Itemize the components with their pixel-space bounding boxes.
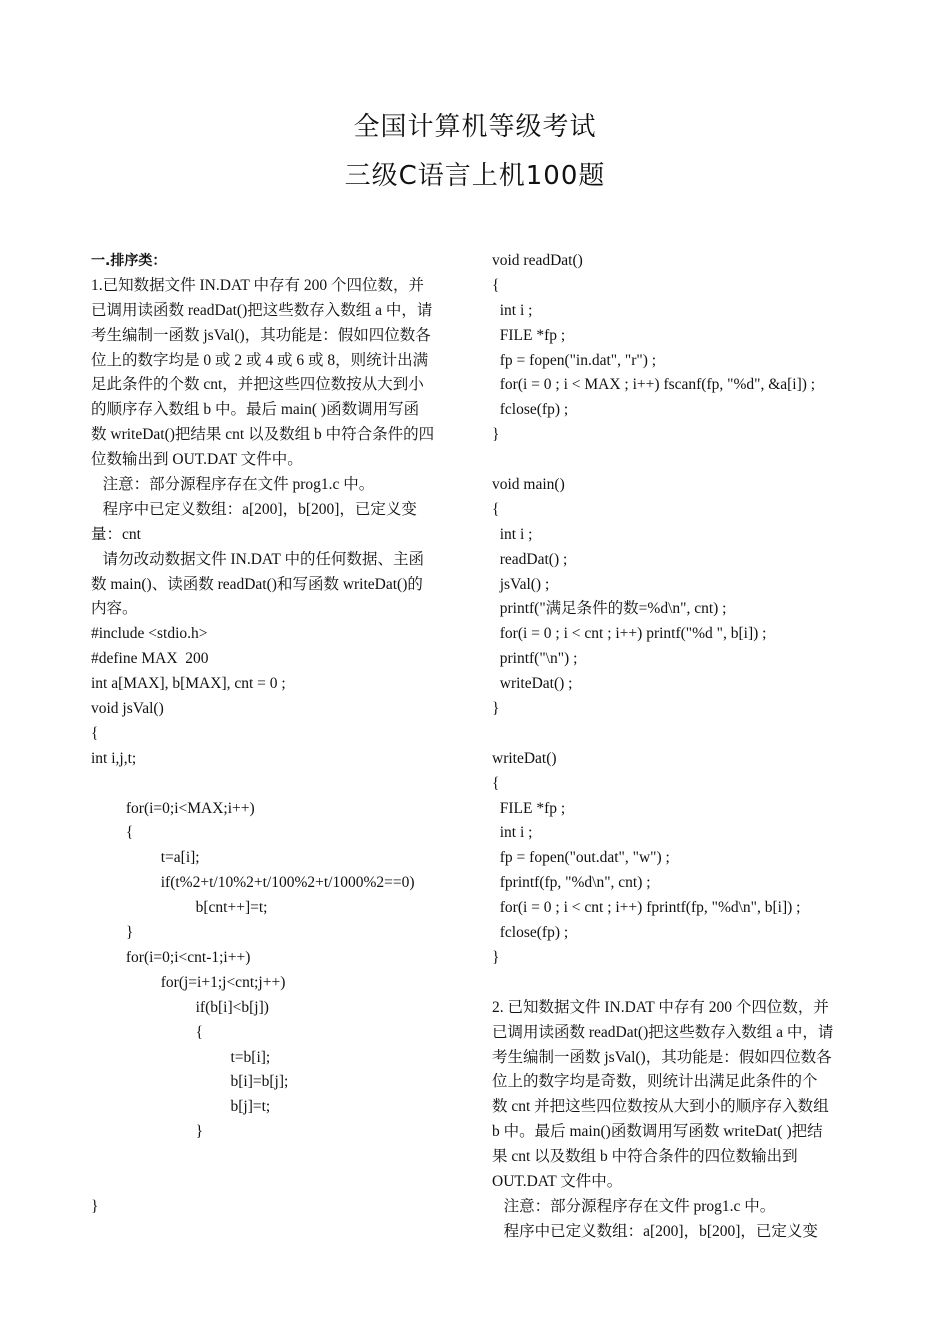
left-column [91,249,461,1220]
left-column-line: 考生编制一函数 jsVal()，其功能是：假如四位数各 [91,326,431,344]
left-column-line: { [91,824,134,842]
right-column-line: OUT.DAT 文件中。 [492,1172,623,1190]
right-column-line: FILE *fp ; [492,799,566,817]
left-column-line: b[i]=b[j]; [91,1073,289,1091]
right-column-line: readDat() ; [492,550,568,568]
left-column-line: for(i=0;i<cnt-1;i++) [91,948,251,966]
right-column-line: fprintf(fp, "%d\n", cnt) ; [492,874,651,892]
left-column-line: 1.已知数据文件 IN.DAT 中存有 200 个四位数，并 [91,276,424,294]
left-column-line: #define MAX 200 [91,650,209,668]
right-column-line: fp = fopen("in.dat", "r") ; [492,351,657,369]
left-column-line: } [91,1123,204,1141]
left-column-line: #include <stdio.h> [91,625,208,643]
right-column-line: int i ; [492,525,533,543]
right-column-line: void main() [492,476,565,494]
section-heading: 一.排序类： [91,253,167,269]
left-column-line: 数 main()、读函数 readDat()和写函数 writeDat()的 [91,575,423,593]
right-column-line: } [492,700,500,718]
left-column-line: 已调用读函数 readDat()把这些数存入数组 a 中，请 [91,301,433,319]
right-column-line: } [492,426,500,444]
left-column-line: } [91,1197,99,1215]
document-title: 全国计算机等级考试 [353,112,597,142]
left-column-line: int i,j,t; [91,749,137,767]
left-column-line: 注意：部分源程序存在文件 prog1.c 中。 [91,476,375,494]
left-column-line: int a[MAX], b[MAX], cnt = 0 ; [91,675,286,693]
right-column [492,249,862,1245]
right-column-line: void readDat() [492,252,583,269]
right-column-line: for(i = 0 ; i < MAX ; i++) fscanf(fp, "%d", &a[i]) ; [492,376,816,394]
left-column-line: b[cnt++]=t; [91,899,268,917]
right-column-line: int i ; [492,824,533,842]
right-column-line [492,971,862,996]
left-column-line: 量：cnt [91,525,141,543]
right-column-line: printf("\n") ; [492,650,578,668]
left-column-line: { [91,1023,204,1041]
left-column-line: } [91,924,134,942]
right-column-line: fclose(fp) ; [492,401,569,419]
right-column-line: 位上的数字均是奇数，则统计出满足此条件的个 [492,1073,818,1091]
left-column-line: for(j=i+1;j<cnt;j++) [91,973,286,991]
left-column-line: for(i=0;i<MAX;i++) [91,799,255,817]
right-column-line [492,448,862,473]
left-column-line: t=b[i]; [91,1048,271,1066]
right-column-line: 程序中已定义数组：a[200]，b[200]，已定义变 [492,1222,818,1240]
left-column-line: if(t%2+t/10%2+t/100%2+t/1000%2==0) [91,874,415,892]
left-column-line: t=a[i]; [91,849,200,867]
right-column-line: fclose(fp) ; [492,924,569,942]
right-column-line: writeDat() [492,749,557,767]
right-column-line: 已调用读函数 readDat()把这些数存入数组 a 中，请 [492,1023,834,1041]
right-column-line: 2. 已知数据文件 IN.DAT 中存有 200 个四位数，并 [492,998,829,1016]
right-column-line: { [492,276,500,294]
left-column-line: { [91,724,99,742]
right-column-line: 注意：部分源程序存在文件 prog1.c 中。 [492,1197,776,1215]
right-column-line [492,722,862,747]
right-column-line: fp = fopen("out.dat", "w") ; [492,849,670,867]
left-column-line: 的顺序存入数组 b 中。最后 main( )函数调用写函 [91,401,420,419]
left-column-line: 程序中已定义数组：a[200]，b[200]，已定义变 [91,500,417,518]
left-column-line: 内容。 [91,600,138,618]
right-column-line: 数 cnt 并把这些四位数按从大到小的顺序存入数组 [492,1098,829,1116]
right-column-line: } [492,948,500,966]
right-column-line: jsVal() ; [492,575,550,593]
right-column-line: b 中。最后 main()函数调用写函数 writeDat( )把结 [492,1123,823,1141]
left-column-line: 位数输出到 OUT.DAT 文件中。 [91,451,303,469]
left-column-line: 足此条件的个数 cnt，并把这些四位数按从大到小 [91,376,424,394]
right-column-line: { [492,774,500,792]
left-column-line: b[j]=t; [91,1098,271,1116]
right-column-line: writeDat() ; [492,675,573,693]
right-column-line: 果 cnt 以及数组 b 中符合条件的四位数输出到 [492,1148,798,1166]
left-column-line: void jsVal() [91,700,164,718]
left-column-line: 请勿改动数据文件 IN.DAT 中的任何数据、主函 [91,550,424,568]
right-column-line: 考生编制一函数 jsVal()，其功能是：假如四位数各 [492,1048,832,1066]
right-column-line: for(i = 0 ; i < cnt ; i++) printf("%d ", b[i]) ; [492,625,767,643]
right-column-line: printf("满足条件的数=%d\n", cnt) ; [492,600,727,618]
left-column-line: if(b[i]<b[j]) [91,998,269,1016]
left-column-line [91,1145,461,1170]
document-subtitle: 三级C语言上机100题 [344,161,606,191]
right-column-line: int i ; [492,301,533,319]
right-column-line: FILE *fp ; [492,326,566,344]
left-column-line: 数 writeDat()把结果 cnt 以及数组 b 中符合条件的四 [91,426,435,444]
right-column-line: for(i = 0 ; i < cnt ; i++) fprintf(fp, "%d\n", b[i]) ; [492,899,801,917]
left-column-line: 位上的数字均是 0 或 2 或 4 或 6 或 8，则统计出满 [91,351,429,369]
left-column-line [91,772,461,797]
right-column-line: { [492,500,500,518]
left-column-line [91,1170,461,1195]
